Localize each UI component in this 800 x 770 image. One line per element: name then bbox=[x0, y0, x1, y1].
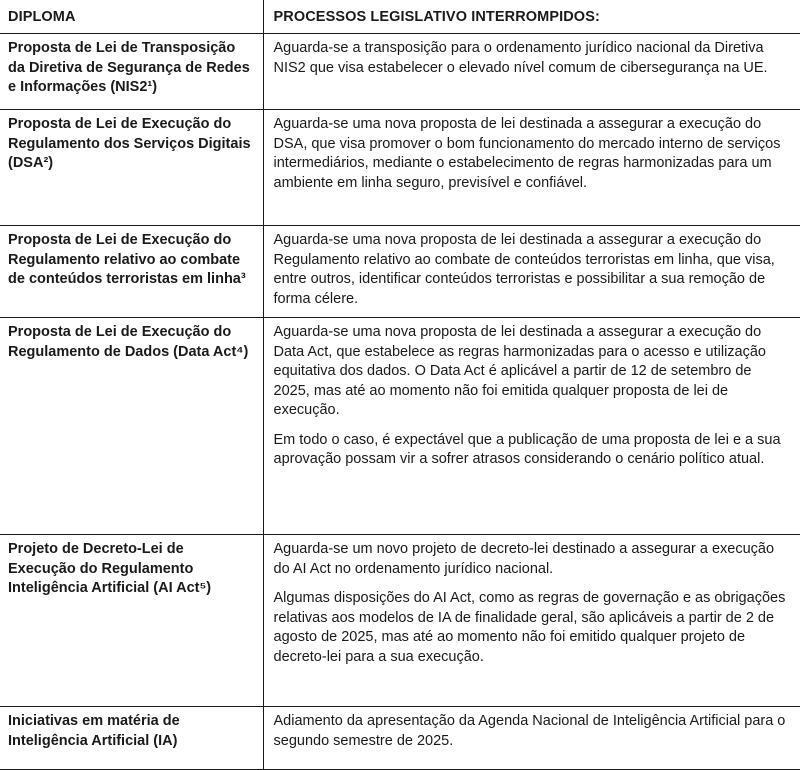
status-paragraph: Algumas disposições do AI Act, como as regras de governação e as obrigações relativas aos modelos de IA de finalidade geral, são aplicáveis a partir de 2 de agosto de 2025, mas até ao momento não foi emitido qualquer projeto de decreto-lei para a sua execução. bbox=[273, 590, 786, 665]
status-paragraph: Adiamento da apresentação da Agenda Nacional de Inteligência Artificial para o segundo semestre de 2025. bbox=[273, 713, 786, 749]
status-paragraph: Aguarda-se uma nova proposta de lei destinada a assegurar a execução do Data Act, que estabelece as regras harmonizadas para o acesso e utilização equitativa dos dados. O Data Act é aplicável a partir de 12 de setembro de 2025, mas até ao momento não foi emitida qualquer proposta de lei de execução. bbox=[273, 324, 766, 418]
diploma-cell: Proposta de Lei de Execução do Regulamento relativo ao combate de conteúdos terroristas em linha³ bbox=[0, 226, 263, 318]
table-row bbox=[0, 707, 800, 770]
status-paragraph: Aguarda-se a transposição para o ordenamento jurídico nacional da Diretiva NIS2 que visa estabelecer o elevado nível comum de cibersegurança na UE. bbox=[273, 40, 768, 76]
column-header-diploma: DIPLOMA bbox=[0, 0, 263, 34]
status-paragraph: Aguarda-se um novo projeto de decreto-lei destinado a assegurar a execução do AI Act no ordenamento jurídico nacional. bbox=[273, 541, 775, 577]
diploma-cell: Projeto de Decreto-Lei de Execução do Regulamento Inteligência Artificial (AI Act⁵) bbox=[0, 535, 263, 707]
table-header-row bbox=[0, 0, 800, 34]
status-cell bbox=[263, 707, 800, 770]
diploma-cell: Proposta de Lei de Execução do Regulamento de Dados (Data Act⁴) bbox=[0, 318, 263, 535]
table-row bbox=[0, 34, 800, 110]
column-header-processes: PROCESSOS LEGISLATIVO INTERROMPIDOS: bbox=[263, 0, 800, 34]
status-paragraph: Aguarda-se uma nova proposta de lei destinada a assegurar a execução do Regulamento relativo ao combate de conteúdos terroristas em linha, que visa, entre outros, identificar conteúdos terroristas e possibilitar a sua remoção de forma célere. bbox=[273, 232, 775, 307]
table-row bbox=[0, 535, 800, 707]
status-cell bbox=[263, 535, 800, 707]
table-row bbox=[0, 318, 800, 535]
status-paragraph: Aguarda-se uma nova proposta de lei destinada a assegurar a execução do DSA, que visa promover o bom funcionamento do mercado interno de serviços intermediários, mediante o estabelecimento de regras harmonizadas para um ambiente em linha seguro, previsível e confiável. bbox=[273, 116, 781, 191]
status-cell bbox=[263, 318, 800, 535]
status-cell bbox=[263, 110, 800, 226]
table-row bbox=[0, 110, 800, 226]
status-cell bbox=[263, 34, 800, 110]
diploma-cell: Iniciativas em matéria de Inteligência Artificial (IA) bbox=[0, 707, 263, 770]
diploma-cell: Proposta de Lei de Transposição da Diretiva de Segurança de Redes e Informações (NIS2¹) bbox=[0, 34, 263, 110]
table-row bbox=[0, 226, 800, 318]
status-paragraph: Em todo o caso, é expectável que a publicação de uma proposta de lei e a sua aprovação possam vir a sofrer atrasos considerando o cenário político atual. bbox=[273, 431, 781, 467]
status-cell bbox=[263, 226, 800, 318]
diploma-cell: Proposta de Lei de Execução do Regulamento dos Serviços Digitais (DSA²) bbox=[0, 110, 263, 226]
